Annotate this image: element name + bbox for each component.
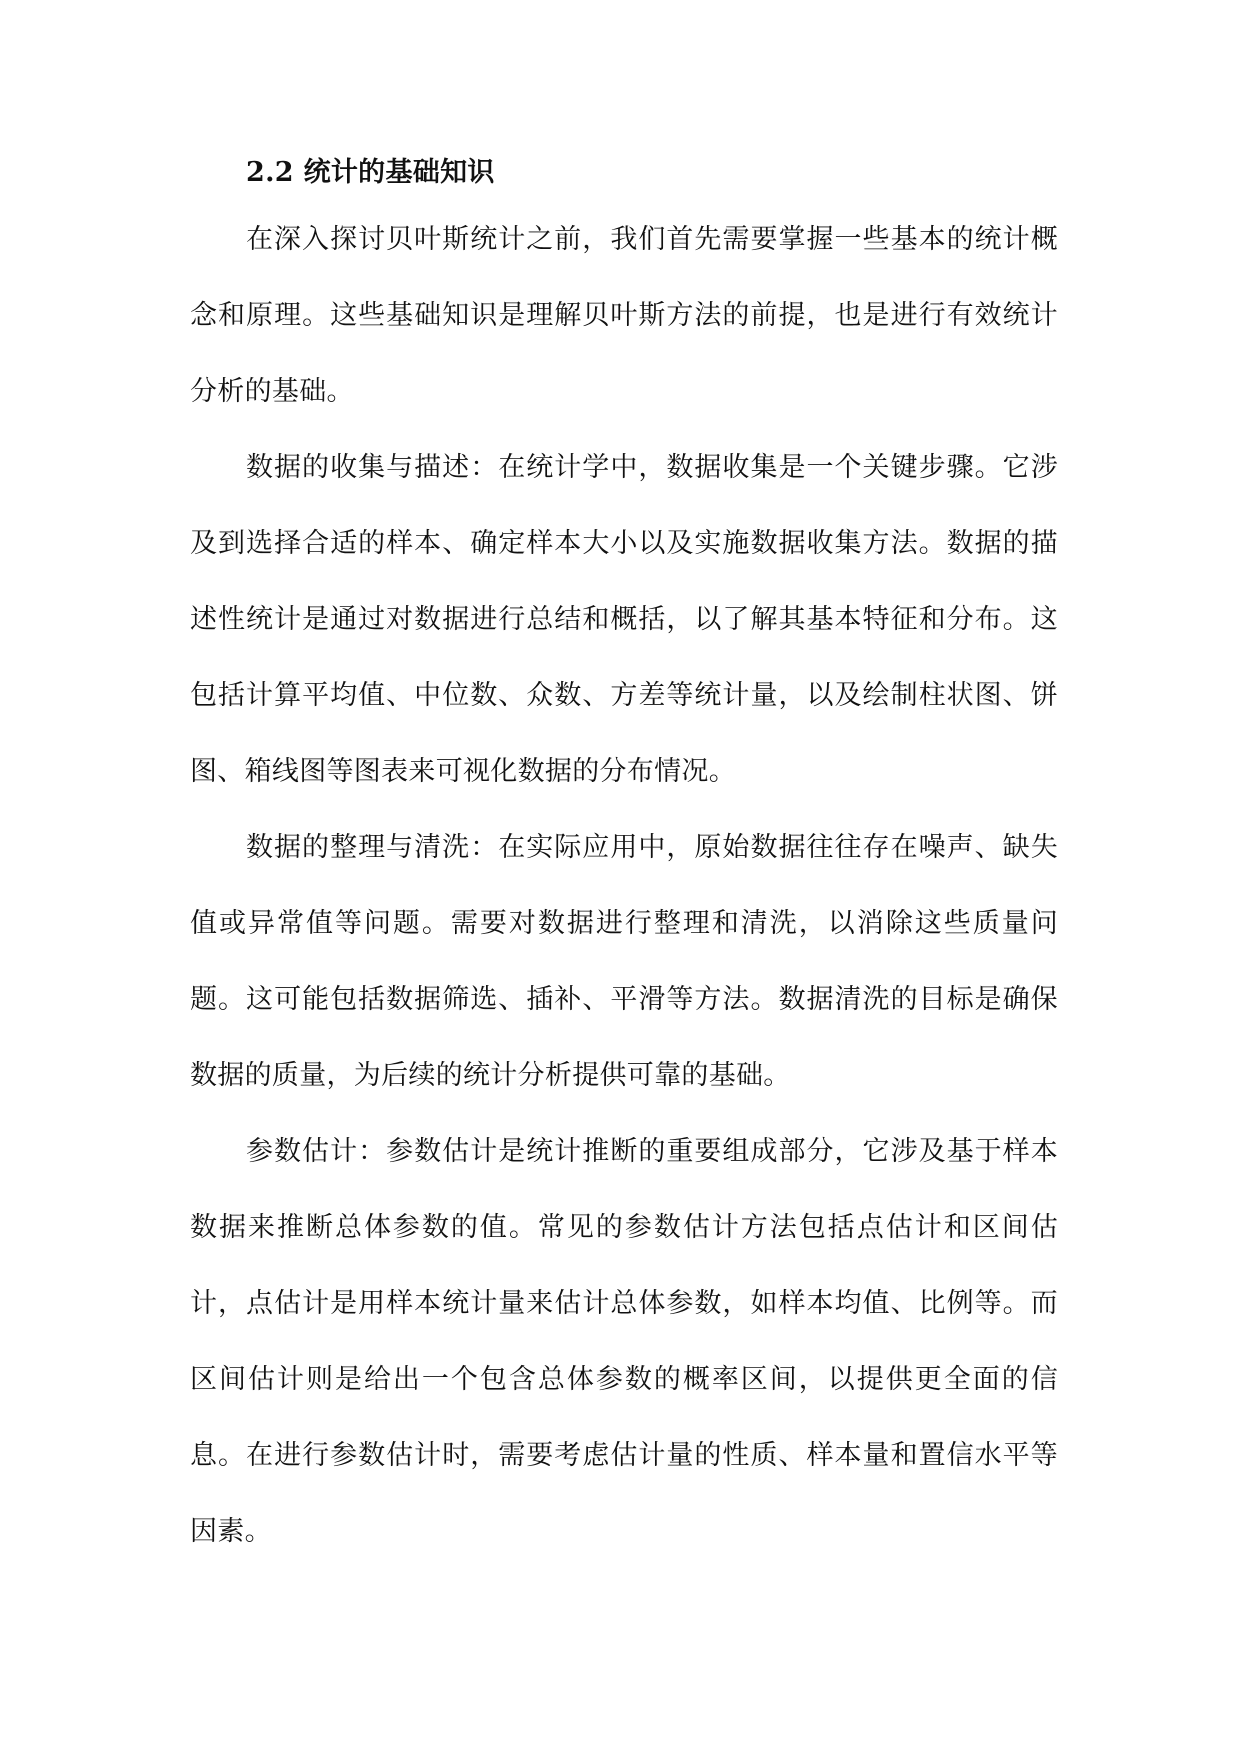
section-heading: 2.2 统计的基础知识 xyxy=(246,157,495,188)
paragraph-data-cleaning: 数据的整理与清洗：在实际应用中，原始数据往往存在噪声、缺失值或异常值等问题。需要对数据进行整理和清洗，以消除这些质量问题。这可能包括数据筛选、插补、平滑等方法。数据清洗的目标是确保数据的质量，为后续的统计分析提供可靠的基础。 xyxy=(190,832,1058,1091)
document-body xyxy=(190,144,1058,1570)
paragraph-data-collection: 数据的收集与描述：在统计学中，数据收集是一个关键步骤。它涉及到选择合适的样本、确定样本大小以及实施数据收集方法。数据的描述性统计是通过对数据进行总结和概括，以了解其基本特征和分布。这包括计算平均值、中位数、众数、方差等统计量，以及绘制柱状图、饼图、箱线图等图表来可视化数据的分布情况。 xyxy=(190,452,1058,787)
paragraph-parameter-estimation: 参数估计：参数估计是统计推断的重要组成部分，它涉及基于样本数据来推断总体参数的值。常见的参数估计方法包括点估计和区间估计，点估计是用样本统计量来估计总体参数，如样本均值、比例等。而区间估计则是给出一个包含总体参数的概率区间，以提供更全面的信息。在进行参数估计时，需要考虑估计量的性质、样本量和置信水平等因素。 xyxy=(190,1136,1058,1547)
paragraph-intro: 在深入探讨贝叶斯统计之前，我们首先需要掌握一些基本的统计概念和原理。这些基础知识是理解贝叶斯方法的前提，也是进行有效统计分析的基础。 xyxy=(190,224,1058,407)
